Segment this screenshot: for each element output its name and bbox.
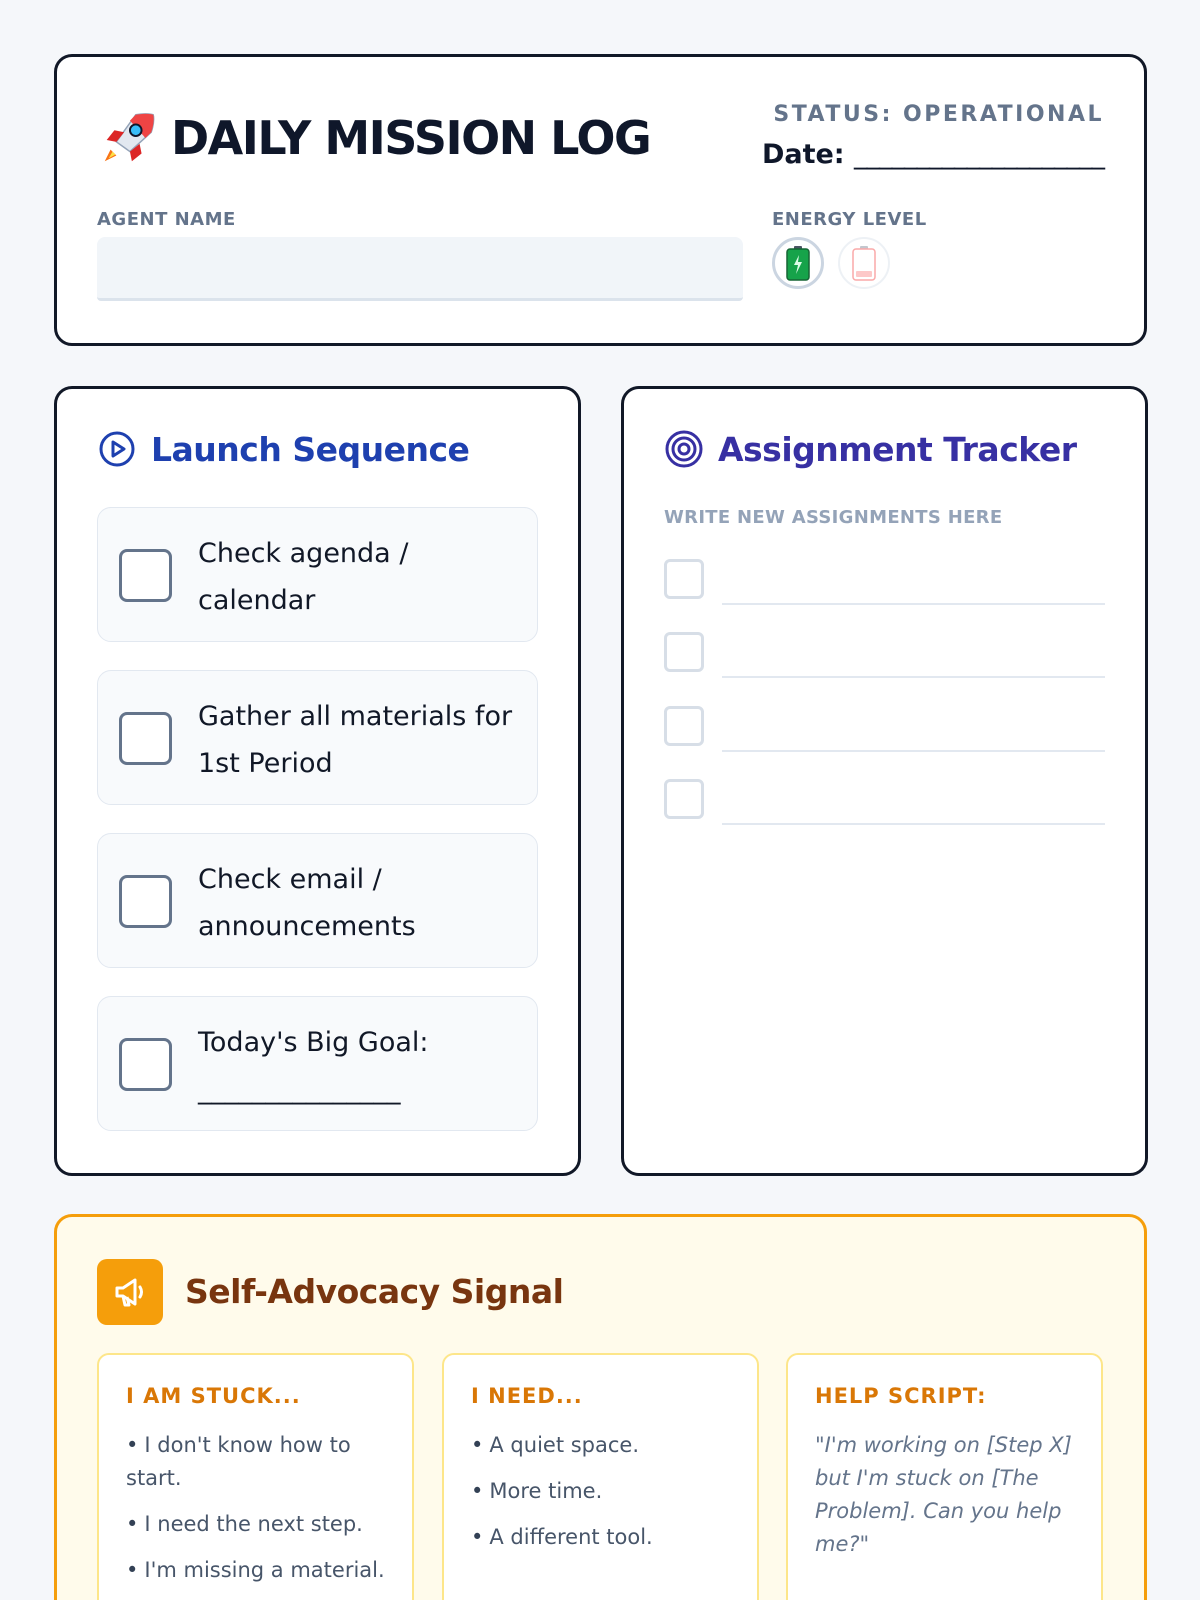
energy-full-button[interactable] <box>772 237 824 289</box>
energy-level-label: ENERGY LEVEL <box>772 209 927 230</box>
agent-name-input[interactable] <box>97 237 743 301</box>
list-item: • More time. <box>471 1475 741 1508</box>
stuck-column <box>97 1353 414 1600</box>
megaphone-icon <box>111 1273 149 1311</box>
assignment-row <box>664 706 1105 766</box>
launch-task[interactable] <box>97 670 538 805</box>
megaphone-icon-badge <box>97 1259 163 1325</box>
need-column <box>442 1353 759 1600</box>
task-label: Check email / announcements <box>198 864 416 942</box>
assignment-tracker-heading <box>664 429 1076 469</box>
page-title: DAILY MISSION LOG <box>171 111 651 165</box>
assignment-write-line[interactable] <box>722 603 1105 605</box>
task-checkbox[interactable] <box>119 875 172 928</box>
title-row <box>97 107 650 169</box>
help-script-text: "I'm working on [Step X] but I'm stuck on [The Problem]. Can you help me?" <box>815 1433 1072 1556</box>
assignment-write-line[interactable] <box>722 676 1105 678</box>
help-script-column <box>786 1353 1103 1600</box>
rocket-icon <box>97 107 159 169</box>
launch-task[interactable] <box>97 833 538 968</box>
column-heading: HELP SCRIPT: <box>815 1384 987 1408</box>
assignment-checkbox[interactable] <box>664 632 704 672</box>
task-label: Check agenda / calendar <box>198 538 409 616</box>
assignment-tracker-title: Assignment Tracker <box>718 429 1077 469</box>
assignment-row <box>664 559 1105 619</box>
agent-name-label: AGENT NAME <box>97 209 236 230</box>
assignment-checkbox[interactable] <box>664 779 704 819</box>
assignment-hint: WRITE NEW ASSIGNMENTS HERE <box>664 507 1003 528</box>
energy-low-button[interactable] <box>838 237 890 289</box>
assignment-row <box>664 779 1105 839</box>
task-checkbox[interactable] <box>119 1038 172 1091</box>
list-item: • I don't know how to start. <box>126 1429 396 1495</box>
list-item: • I'm missing a material. <box>126 1554 396 1587</box>
task-label: Today's Big Goal: _______________ <box>198 1027 429 1105</box>
need-list <box>471 1429 741 1567</box>
status-label: STATUS: OPERATIONAL <box>773 102 1104 127</box>
assignment-tracker-card <box>621 386 1148 1176</box>
task-label: Gather all materials for 1st Period <box>198 701 513 779</box>
date-blank-line[interactable]: ____________________ <box>854 139 1104 170</box>
target-icon <box>664 429 704 469</box>
assignment-write-line[interactable] <box>722 750 1105 752</box>
play-circle-icon <box>97 429 137 469</box>
list-item: • I need the next step. <box>126 1508 396 1541</box>
assignment-row <box>664 632 1105 692</box>
list-item: • A quiet space. <box>471 1429 741 1462</box>
column-heading: I AM STUCK... <box>126 1384 301 1408</box>
battery-full-icon <box>785 245 811 281</box>
launch-sequence-title: Launch Sequence <box>151 429 470 469</box>
launch-task[interactable] <box>97 507 538 642</box>
launch-sequence-card <box>54 386 581 1176</box>
column-heading: I NEED... <box>471 1384 583 1408</box>
date-label: Date: <box>761 139 845 170</box>
assignment-checkbox[interactable] <box>664 559 704 599</box>
task-checkbox[interactable] <box>119 549 172 602</box>
list-item: • A different tool. <box>471 1521 741 1554</box>
assignment-write-line[interactable] <box>722 823 1105 825</box>
self-advocacy-card <box>54 1214 1147 1600</box>
launch-sequence-heading <box>97 429 469 469</box>
battery-low-icon <box>851 245 877 281</box>
assignment-checkbox[interactable] <box>664 706 704 746</box>
launch-task[interactable] <box>97 996 538 1131</box>
self-advocacy-title: Self-Advocacy Signal <box>185 1272 564 1311</box>
date-row <box>762 139 1104 170</box>
stuck-list <box>126 1429 396 1600</box>
mission-log-header <box>54 54 1147 346</box>
task-checkbox[interactable] <box>119 712 172 765</box>
